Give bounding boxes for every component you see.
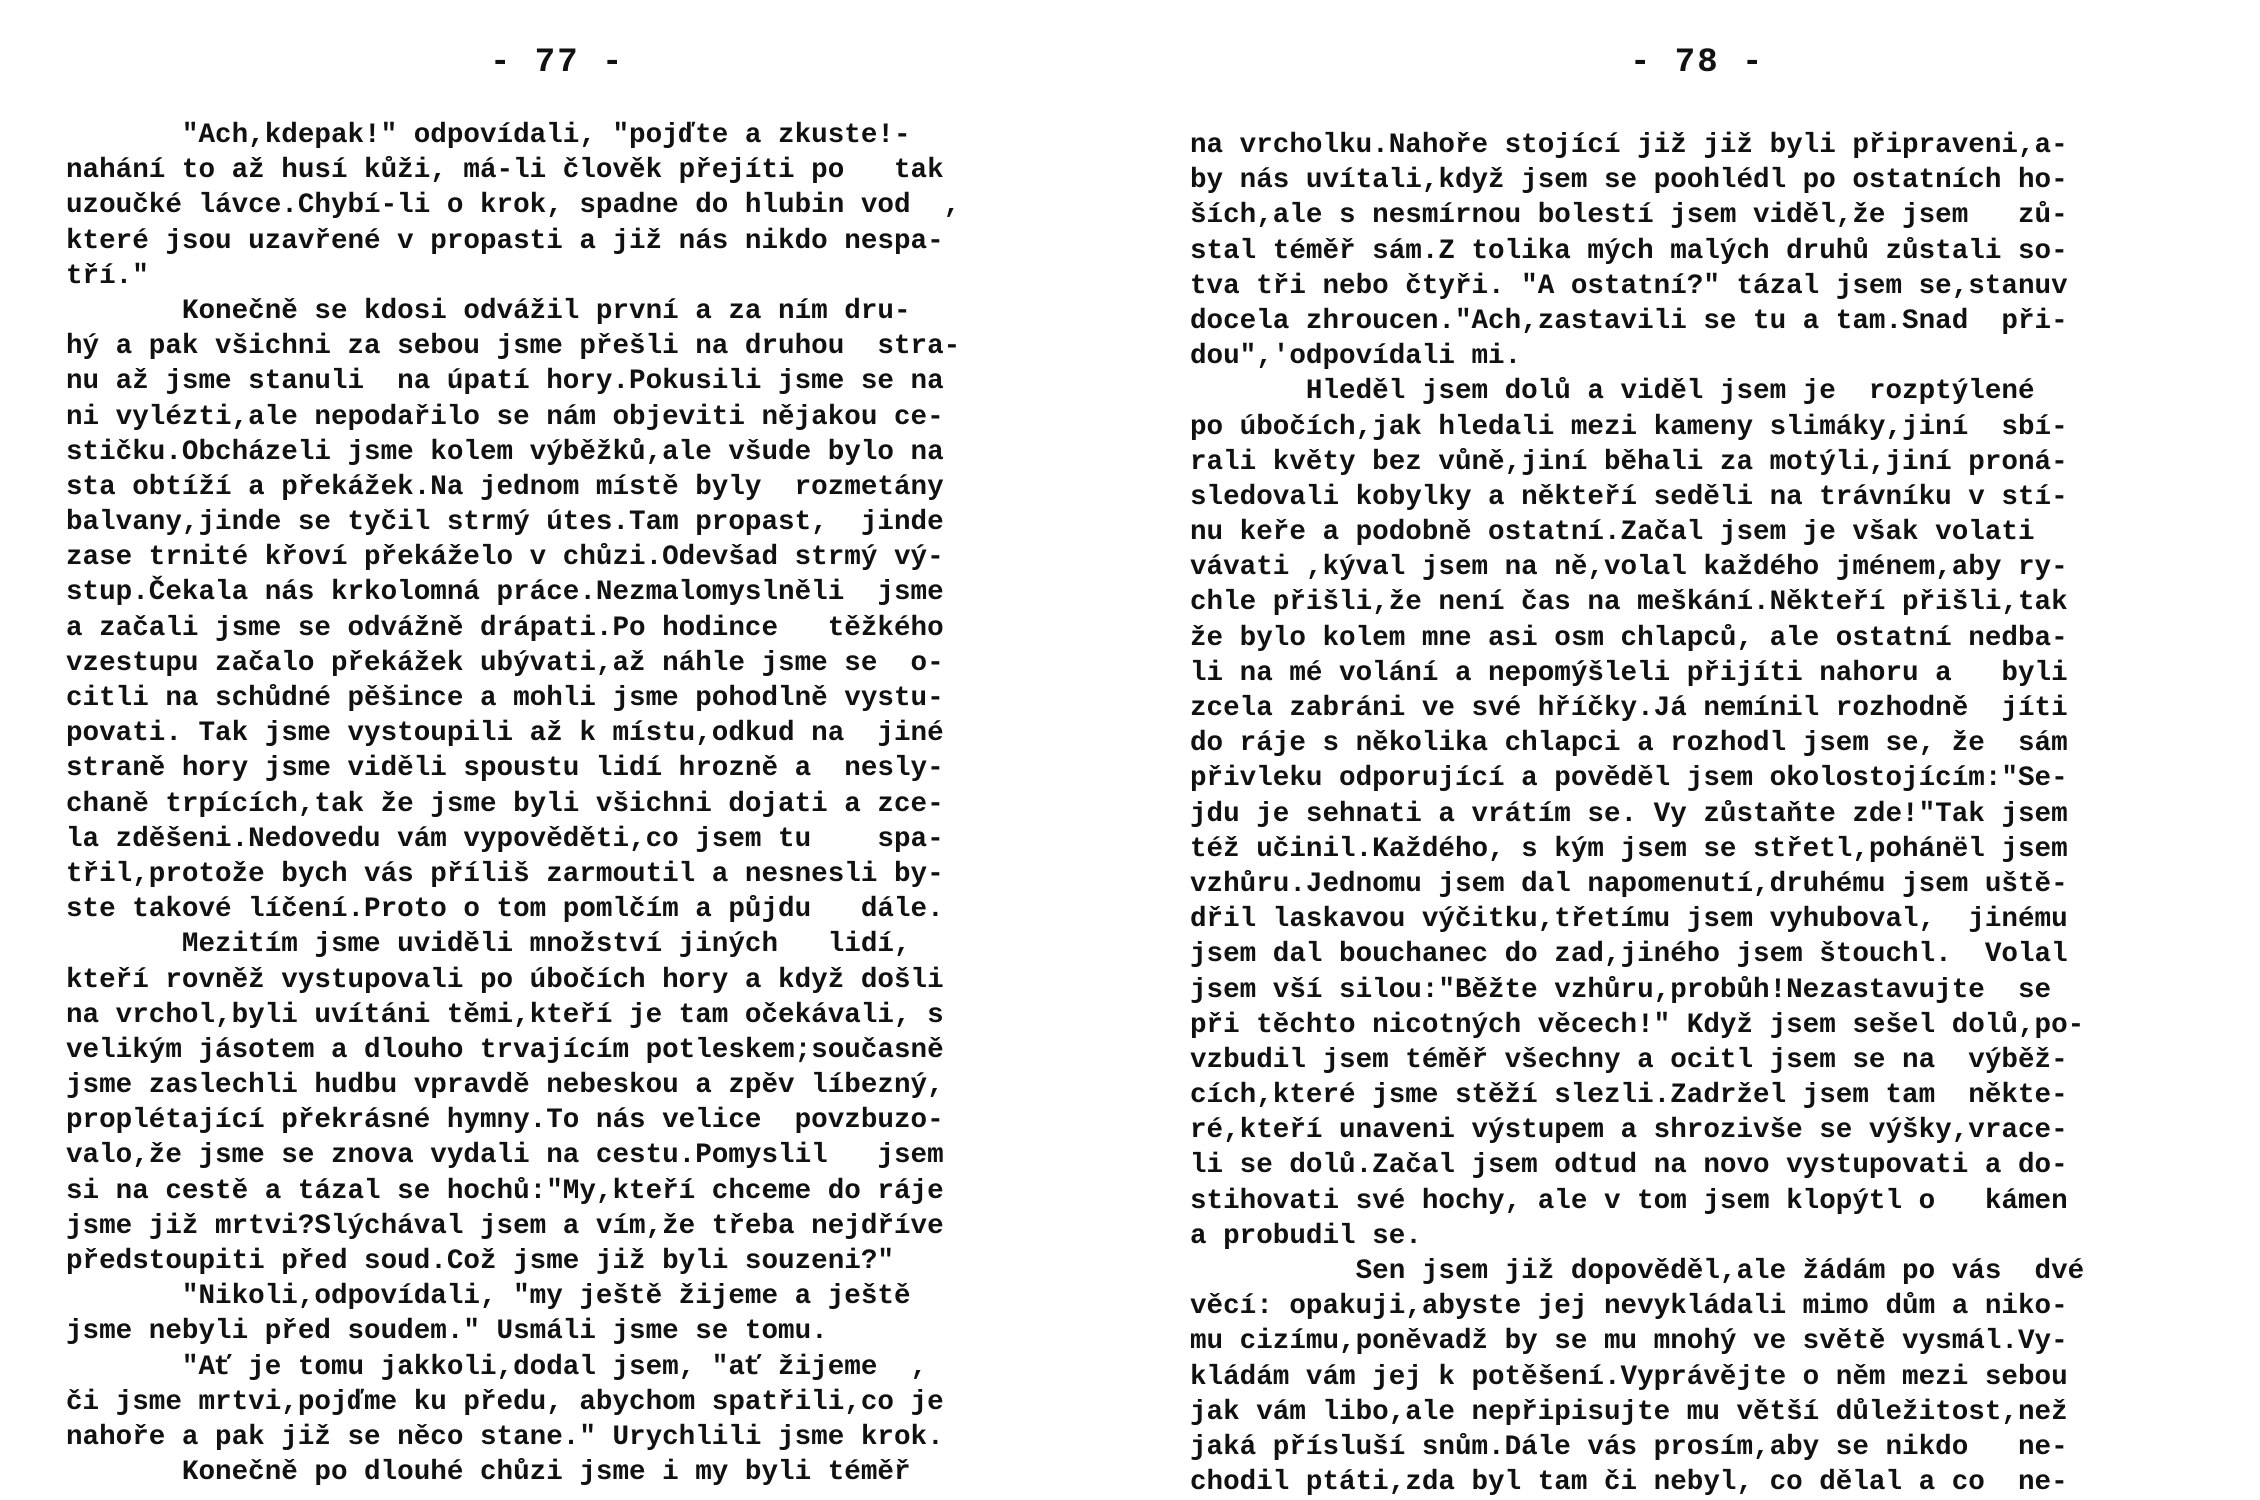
text-line: jaká přísluší snům.Dále vás prosím,aby se nikdo ne-: [1190, 1431, 2068, 1463]
text-line: tva tři nebo čtyři. "A ostatní?" tázal jsem se,stanuv: [1190, 270, 2068, 302]
text-line: do ráje s několika chlapci a rozhodl jsem se, že sám: [1190, 728, 2068, 760]
text-line: nahání to až husí kůži, má-li člověk přejíti po tak: [66, 155, 944, 187]
text-line: stal téměř sám.Z tolika mých malých druhů zůstali so-: [1190, 235, 2068, 267]
text-line: tří.": [66, 260, 149, 292]
text-line: chaně trpících,tak že jsme byli všichni dojati a zce-: [66, 788, 944, 820]
text-line: ni vylézti,ale nepodařilo se nám objeviti nějakou ce-: [66, 401, 944, 433]
text-line: též učinil.Každého, s kým jsem se střetl,pohánël jsem: [1190, 833, 2068, 865]
text-line: věcí: opakuji,abyste jej nevykládali mimo dům a niko-: [1190, 1291, 2068, 1323]
text-line: citli na schůdné pěšince a mohli jsme pohodlně vystu-: [66, 683, 944, 714]
text-line: velikým jásotem a dlouho trvajícím potleskem;současně: [66, 1034, 944, 1066]
text-line: balvany,jinde se tyčil strmý útes.Tam propast, jinde: [66, 507, 944, 539]
page-text: [66, 118, 1066, 1490]
page-number: - 78 -: [1630, 44, 1765, 82]
text-line: na vrcholku.Nahoře stojící již již byli připraveni,a-: [1190, 130, 2068, 161]
text-line: jsem dal bouchanec do zad,jiného jsem štouchl. Volal: [1190, 939, 2068, 971]
text-line: chle přišli,že není čas na meškání.Někteří přišli,tak: [1190, 587, 2068, 619]
text-line: povati. Tak jsme vystoupili až k místu,odkud na jiné: [66, 718, 944, 750]
text-line: nu až jsme stanuli na úpatí hory.Pokusili jsme se na: [66, 366, 944, 398]
text-line: nahoře a pak již se něco stane." Urychlili jsme krok.: [66, 1421, 944, 1453]
text-line: si na cestě a tázal se hochů:"My,kteří chceme do ráje: [66, 1175, 944, 1207]
text-line: které jsou uzavřené v propasti a již nás nikdo nespa-: [66, 225, 944, 257]
text-line: že bylo kolem mne asi osm chlapců, ale ostatní nedba-: [1190, 622, 2068, 654]
text-line: sledovali kobylky a někteří seděli na trávníku v stí-: [1190, 481, 2068, 513]
text-line: vzbudil jsem téměř všechny a ocitl jsem se na výběž-: [1190, 1044, 2068, 1076]
text-line: Konečně po dlouhé chůzi jsme i my byli téměř: [66, 1457, 911, 1489]
text-line: hý a pak všichni za sebou jsme přešli na druhou stra-: [66, 331, 961, 363]
text-line: jsme již mrtvi?Slýchával jsem a vím,že třeba nejdříve: [66, 1210, 944, 1242]
text-line: sta obtíží a překážek.Na jednom místě byly rozmetány: [66, 471, 944, 503]
text-line: stup.Čekala nás krkolomná práce.Nezmalomyslněli jsme: [66, 577, 944, 609]
text-line: Mezitím jsme uviděli množství jiných lidí,: [66, 929, 911, 961]
text-line: a začali jsme se odvážně drápati.Po hodince těžkého: [66, 612, 944, 644]
text-line: li se dolů.Začal jsem odtud na novo vystupovati a do-: [1190, 1150, 2068, 1182]
text-line: či jsme mrtvi,pojďme ku předu, abychom spatřili,co je: [66, 1386, 944, 1418]
text-line: přivleku odporující a pověděl jsem okolostojícím:"Se-: [1190, 763, 2068, 795]
text-line: stičku.Obcházeli jsme kolem výběžků,ale všude bylo na: [66, 436, 944, 468]
text-line: při těchto nicotných věcech!" Když jsem sešel dolů,po-: [1190, 1009, 2085, 1041]
text-line: chodil ptáti,zda byl tam či nebyl, co dělal a co ne-: [1190, 1467, 2068, 1499]
text-line: vávati ,kýval jsem na ně,volal každého jménem,aby ry-: [1190, 552, 2068, 584]
text-line: proplétající překrásné hymny.To nás velice povzbuzo-: [66, 1105, 944, 1137]
text-line: "Ach,kdepak!" odpovídali, "pojďte a zkuste!-: [66, 120, 911, 151]
text-line: třil,protože bych vás příliš zarmoutil a nesnesli by-: [66, 858, 944, 890]
text-line: li na mé volání a nepomýšleli přijíti nahoru a byli: [1190, 657, 2068, 689]
text-line: jdu je sehnati a vrátím se. Vy zůstaňte zde!"Tak jsem: [1190, 798, 2068, 830]
text-line: "Nikoli,odpovídali, "my ještě žijeme a ještě: [66, 1281, 911, 1313]
text-line: docela zhroucen."Ach,zastavili se tu a tam.Snad při-: [1190, 305, 2068, 337]
text-line: na vrchol,byli uvítáni těmi,kteří je tam očekávali, s: [66, 999, 944, 1031]
text-line: jsme zaslechli hudbu vpravdě nebeskou a zpěv líbezný,: [66, 1070, 944, 1102]
text-line: nu keře a podobně ostatní.Začal jsem je však volati: [1190, 517, 2068, 549]
text-line: rali květy bez vůně,jiní běhali za motýli,jiní proná-: [1190, 446, 2068, 478]
text-line: cích,které jsme stěží slezli.Zadržel jsem tam někte-: [1190, 1080, 2068, 1112]
text-line: kteří rovněž vystupovali po úbočích hory a když došli: [66, 964, 944, 996]
text-line: Sen jsem již dopověděl,ale žádám po vás dvé: [1190, 1256, 2085, 1287]
text-line: dou",'odpovídali mi.: [1190, 341, 1522, 373]
text-line: jsme nebyli před soudem." Usmáli jsme se tomu.: [66, 1316, 828, 1348]
text-line: vzestupu začalo překážek ubývati,až náhle jsme se o-: [66, 647, 944, 679]
text-line: by nás uvítali,když jsem se poohlédl po ostatních ho-: [1190, 165, 2068, 197]
text-line: "Ať je tomu jakkoli,dodal jsem, "ať žijeme ,: [66, 1351, 928, 1383]
text-line: předstoupiti před soud.Což jsme již byli souzeni?": [66, 1246, 894, 1277]
text-line: a probudil se.: [1190, 1220, 1422, 1252]
page-text: [1190, 128, 2200, 1500]
text-line: mu cizímu,poněvadž by se mu mnohý ve světě vysmál.Vy-: [1190, 1326, 2068, 1358]
text-line: kládám vám jej k potěšení.Vyprávějte o něm mezi sebou: [1190, 1361, 2068, 1393]
text-line: ších,ale s nesmírnou bolestí jsem viděl,že jsem zů-: [1190, 200, 2068, 232]
text-line: valo,že jsme se znova vydali na cestu.Pomyslil jsem: [66, 1140, 944, 1172]
right-page: [1130, 0, 2260, 1500]
text-line: dřil laskavou výčitku,třetímu jsem vyhuboval, jinému: [1190, 904, 2068, 936]
text-line: Hleděl jsem dolů a viděl jsem je rozptýlené: [1190, 376, 2035, 408]
text-line: jsem vší silou:"Běžte vzhůru,probůh!Nezastavujte se: [1190, 974, 2052, 1006]
text-line: vzhůru.Jednomu jsem dal napomenutí,druhému jsem uště-: [1190, 868, 2068, 900]
text-line: jak vám libo,ale nepřipisujte mu větší důležitost,než: [1190, 1396, 2068, 1428]
text-line: zase trnité křoví překáželo v chůzi.Odevšad strmý vý-: [66, 542, 944, 574]
text-line: Konečně se kdosi odvážil první a za ním dru-: [66, 295, 911, 327]
text-line: po úbočích,jak hledali mezi kameny slimáky,jiní sbí-: [1190, 411, 2068, 443]
text-line: ré,kteří unaveni výstupem a shrozivše se výšky,vrace-: [1190, 1115, 2068, 1147]
text-line: la zděšeni.Nedovedu vám vypověděti,co jsem tu spa-: [66, 823, 944, 855]
text-line: stihovati své hochy, ale v tom jsem klopýtl o kámen: [1190, 1185, 2068, 1217]
page-number: - 77 -: [490, 44, 625, 82]
text-line: straně hory jsme viděli spoustu lidí hrozně a nesly-: [66, 753, 944, 785]
text-line: ste takové líčení.Proto o tom pomlčím a půjdu dále.: [66, 894, 944, 926]
text-line: zcela zabráni ve své hříčky.Já nemínil rozhodně jíti: [1190, 693, 2068, 724]
text-line: uzoučké lávce.Chybí-li o krok, spadne do hlubin vod ,: [66, 190, 961, 222]
